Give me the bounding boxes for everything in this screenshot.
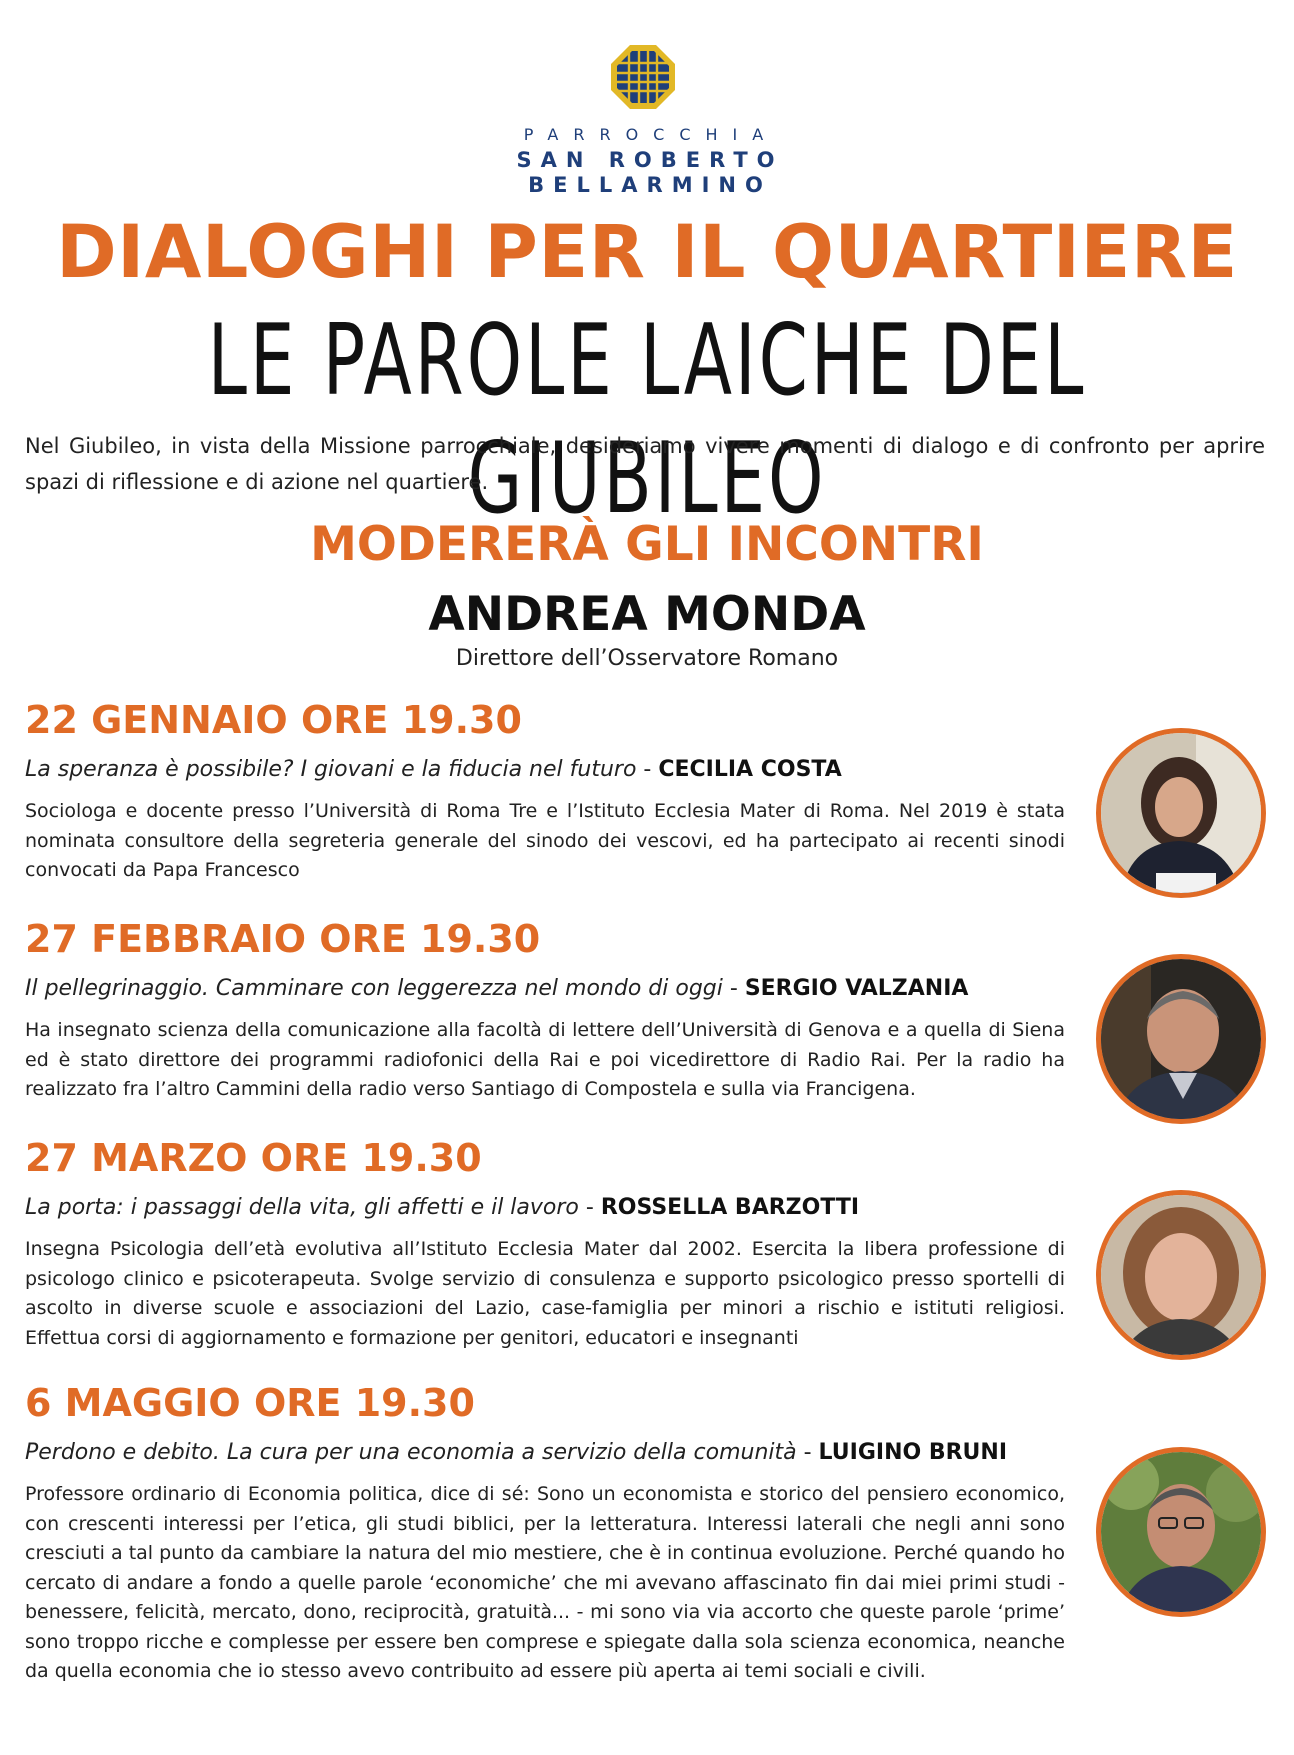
page-subtitle: LE PAROLE LAICHE DEL GIUBILEO xyxy=(207,304,1087,536)
event-topic: La speranza è possibile? I giovani e la fiducia nel futuro xyxy=(25,757,637,782)
event-topic-line xyxy=(25,974,1065,1004)
portrait-barzotti-icon xyxy=(1101,1195,1261,1355)
event-4 xyxy=(25,1380,1065,1687)
portrait-costa-icon xyxy=(1101,733,1261,893)
intro-paragraph: Nel Giubileo, in vista della Missione parrocchiale, desideriamo vivere momenti di dialogo e di confronto per aprire spazi di riflessione e di azione nel quartiere. xyxy=(25,434,1265,494)
speaker-photo-valzania xyxy=(1096,954,1266,1124)
event-bio: Ha insegnato scienza della comunicazione alla facoltà di lettere dell’Università di Genova e a quella di Siena ed è stato direttore dei programmi radiofonici della Rai e poi vicedirettore di Radio Rai. Per la radio ha realizzato fra l’altro Cammini della radio verso Santiago di Compostela e sulla via Francigena. xyxy=(25,1019,1065,1100)
event-bio: Professore ordinario di Economia politica, dice di sé: Sono un economista e storico del pensiero economico, con crescenti interessi per l’etica, gli studi biblici, per la letteratura. Interessi laterali che negli anni sono cresciuti a tal punto da cambiare la natura del mio mestiere, che è in continua evoluzione. Perché quando ho cercato di andare a fondo a quelle parole ‘economiche’ che mi avevano affascinato fin dai miei primi studi - benessere, felicità, mercato, dono, reciprocità, gratuità... - mi sono via via accorto che queste parole ‘prime’ sono troppo ricche e complesse per essere ben comprese e spiegate dalla sola scienza economica, neanche da quella economia che io stesso avevo contribuito ad essere più aperta ai temi sociali e civili. xyxy=(25,1483,1065,1682)
event-bio: Insegna Psicologia dell’età evolutiva all’Istituto Ecclesia Mater dal 2002. Esercita la libera professione di psicologo clinico e psicoterapeuta. Svolge servizio di consulenza e supporto psicologico presso sportelli di ascolto in diverse scuole e associazioni del Lazio, case-famiglia per minori a rischio e istituti religiosi. Effettua corsi di aggiornamento e formazione per genitori, educatori e insegnanti xyxy=(25,1238,1065,1349)
event-date: 27 FEBBRAIO ORE 19.30 xyxy=(25,917,541,961)
speaker-photo-bruni xyxy=(1096,1447,1266,1617)
brand-line-bellarmino: BELLARMINO xyxy=(528,173,772,197)
event-topic: Perdono e debito. La cura per una economia a servizio della comunità xyxy=(25,1440,797,1465)
event-topic: La porta: i passaggi della vita, gli affetti e il lavoro xyxy=(25,1195,579,1220)
event-date: 22 GENNAIO ORE 19.30 xyxy=(25,698,522,742)
event-speaker: CECILIA COSTA xyxy=(658,757,842,782)
event-3 xyxy=(25,1135,1065,1353)
page-title: DIALOGHI PER IL QUARTIERE xyxy=(56,210,1238,295)
moderator-role: Direttore dell’Osservatore Romano xyxy=(455,646,839,671)
speaker-photo-costa xyxy=(1096,728,1266,898)
brand-line-san-roberto: SAN ROBERTO xyxy=(516,148,784,172)
portrait-valzania-icon xyxy=(1101,959,1261,1119)
event-topic-line xyxy=(25,1193,1065,1223)
event-topic-line xyxy=(25,755,1065,785)
event-separator: - xyxy=(796,1440,819,1465)
event-1 xyxy=(25,697,1065,886)
event-speaker: ROSSELLA BARZOTTI xyxy=(600,1195,860,1220)
event-2 xyxy=(25,916,1065,1105)
event-topic-line xyxy=(25,1438,1065,1468)
brand-line-parrocchia: PARROCCHIA xyxy=(523,125,779,144)
moderator-name: ANDREA MONDA xyxy=(428,587,866,642)
speaker-photo-barzotti xyxy=(1096,1190,1266,1360)
event-speaker: SERGIO VALZANIA xyxy=(744,976,969,1001)
event-separator: - xyxy=(578,1195,601,1220)
moderator-heading: MODERERÀ GLI INCONTRI xyxy=(310,517,984,572)
event-separator: - xyxy=(636,757,659,782)
event-separator: - xyxy=(722,976,745,1001)
parish-logo-icon xyxy=(610,44,676,110)
event-date: 6 MAGGIO ORE 19.30 xyxy=(25,1381,475,1425)
portrait-bruni-icon xyxy=(1101,1452,1261,1612)
event-bio: Sociologa e docente presso l’Università di Roma Tre e l’Istituto Ecclesia Mater di Roma. Nel 2019 è stata nominata consultore della segreteria generale del sinodo dei vescovi, ed ha partecipato ai recenti sinodi convocati da Papa Francesco xyxy=(25,800,1065,881)
event-speaker: LUIGINO BRUNI xyxy=(818,1440,1008,1465)
event-topic: Il pellegrinaggio. Camminare con leggerezza nel mondo di oggi xyxy=(25,976,723,1001)
event-date: 27 MARZO ORE 19.30 xyxy=(25,1136,482,1180)
